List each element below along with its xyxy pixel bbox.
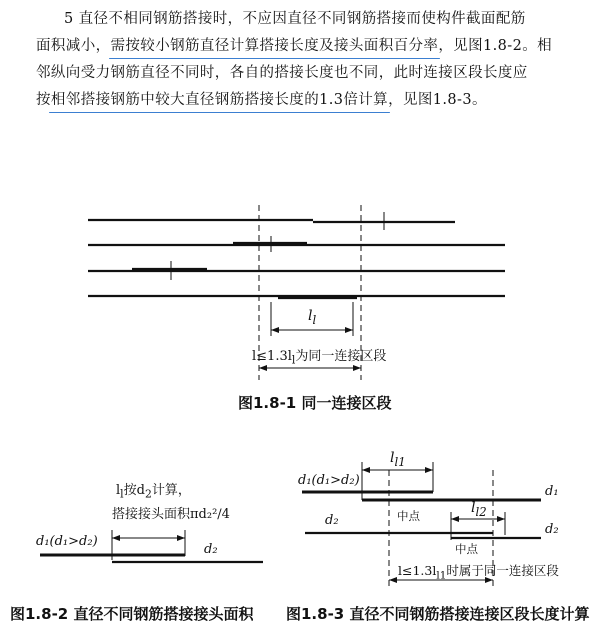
- paragraph-line-3: 邻纵向受力钢筋直径不同时，各自的搭接长度也不同，此时连接区段长度应: [36, 65, 528, 81]
- arrow: [389, 577, 397, 583]
- bar-d1-label: d₁(d₁>d₂): [36, 534, 98, 549]
- bar-d2-label: d₂: [204, 542, 218, 557]
- lap2-label: [471, 500, 487, 519]
- arrow: [362, 467, 370, 473]
- bar-d1-right-label: d₁: [545, 484, 559, 499]
- arrow: [425, 467, 433, 473]
- label-subscript: l: [291, 353, 296, 367]
- label-text: l: [390, 450, 395, 466]
- label-subscript: l2: [475, 504, 487, 519]
- label-text: 时属于同一连接区段: [446, 563, 559, 578]
- label-subscript: 2: [144, 487, 152, 501]
- underlined-text: 相邻搭接钢筋中较大直径钢筋搭接长度的1.3倍计算: [50, 92, 389, 108]
- midpoint-label: 中点: [397, 509, 420, 523]
- paragraph-line-1: 5 直径不相同钢筋搭接时，不应因直径不同钢筋搭接而使构件截面配筋: [64, 11, 526, 27]
- label-subscript: l: [312, 312, 317, 327]
- figure-caption: 图1.8-2 直径不同钢筋搭接接头面积: [10, 605, 254, 623]
- bar-d2-right-label: d₂: [545, 522, 559, 537]
- arrow: [497, 516, 505, 522]
- label-text: l≤1.3l: [252, 349, 292, 364]
- label-text: l≤1.3l: [398, 563, 437, 578]
- lap1-label: [390, 450, 406, 469]
- text-segment: ，见图1.8-3。: [388, 92, 487, 108]
- label-subscript: l: [120, 487, 124, 501]
- text-segment: ，见图1.8-2。相: [438, 38, 552, 54]
- text-segment: 面积减小，: [36, 38, 111, 54]
- label-text: 按d: [123, 483, 145, 498]
- label-subscript: l1: [436, 569, 447, 582]
- zone-length-label: [398, 561, 559, 582]
- text-segment: 按: [36, 92, 51, 108]
- label-text: 计算，: [151, 483, 191, 498]
- label-text: 为同一连接区段: [295, 349, 387, 364]
- arrow: [451, 516, 459, 522]
- label-subscript: l1: [394, 454, 406, 469]
- figure-caption: 图1.8-3 直径不同钢筋搭接连接区段长度计算: [286, 605, 590, 623]
- bar-d1-left-label: d₁(d₁>d₂): [298, 473, 360, 488]
- label-text: l: [116, 483, 121, 498]
- fig2-note-line-2: 搭接接头面积πd₂²/4: [112, 507, 230, 522]
- label-text: l: [471, 500, 476, 516]
- bar-d2-left-label: d₂: [325, 513, 339, 528]
- midpoint-label: 中点: [455, 542, 478, 556]
- label-text: l: [308, 308, 313, 324]
- figure-caption: 图1.8-1 同一连接区段: [238, 394, 392, 412]
- underlined-text: 需按较小钢筋直径计算搭接长度及接头面积百分率: [110, 38, 439, 54]
